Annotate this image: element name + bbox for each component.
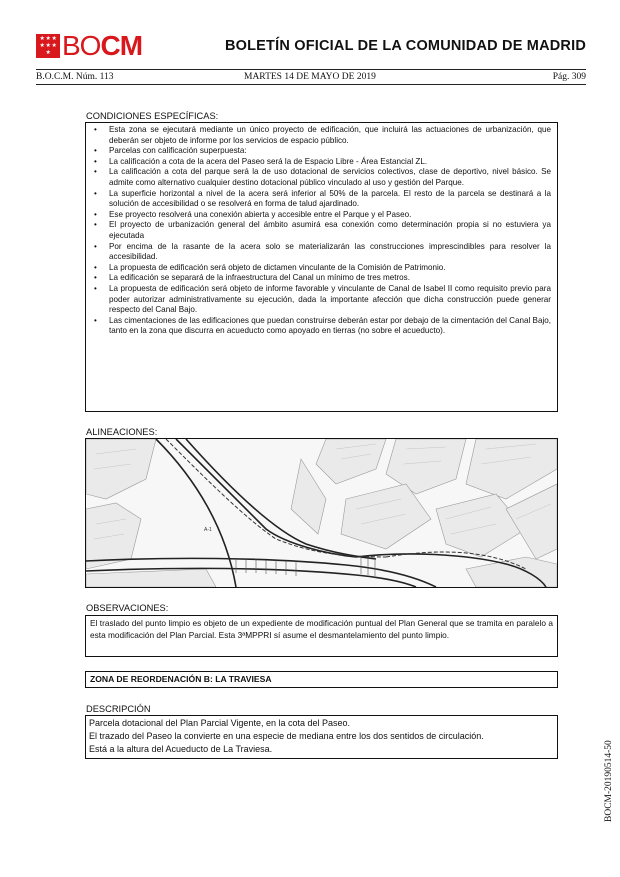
condition-item: • Esta zona se ejecutará mediante un único proyecto de edificación, que incluirá las actuaciones de urbanización, que deberán ser objeto de informe por los servicios de espacio público. — [92, 125, 551, 146]
description-label: DESCRIPCIÓN — [86, 704, 151, 714]
conditions-box — [85, 122, 558, 412]
condition-item: • Ese proyecto resolverá una conexión abierta y accesible entre el Parque y el Paseo. — [92, 210, 551, 221]
condition-item: • La calificación a cota de la acera del Paseo será la de Espacio Libre - Área Estancial ZL. — [92, 157, 551, 168]
comunidad-madrid-stars-icon: ★ ★ ★ ★ ★ ★ ★ — [36, 34, 60, 58]
condition-item: • La propuesta de edificación será objeto de informe favorable y vinculante de Canal de Isabel II como requisito previo para poder autorizar administrativamente su ejecución, dada la importante afección que dicha construcción puede generar respecto del Canal Bajo. — [92, 284, 551, 316]
condition-item: • La calificación a cota del parque será la de uso dotacional de servicios colectivos, clase de deportivo, nivel básico. Se admite como alternativo cualquier destino dotacional público vinculado al uso y gestión del Parque. — [92, 167, 551, 188]
description-box — [85, 715, 558, 759]
observations-box — [85, 615, 558, 657]
publication-title: BOLETÍN OFICIAL DE LA COMUNIDAD DE MADRID — [224, 38, 586, 54]
description-line: El trazado del Paseo la convierte en una especie de mediana entre los dos sentidos de circulación. — [89, 731, 484, 741]
alignments-map — [85, 438, 558, 588]
condition-item: • La superficie horizontal a nivel de la acera será inferior al 50% de la parcela. El resto de la parcela se destinará a la solución de accesibilidad o se resolverá en forma de talud ajardinado. — [92, 189, 551, 210]
conditions-label: CONDICIONES ESPECÍFICAS: — [86, 111, 219, 121]
header-rule-bottom — [36, 84, 586, 85]
header-rule-top — [36, 69, 586, 70]
condition-item: • La edificación se separará de la infraestructura del Canal un mínimo de tres metros. — [92, 273, 551, 284]
alignments-label: ALINEACIONES: — [86, 427, 158, 437]
bocm-logo — [36, 30, 151, 62]
condition-item: • Por encima de la rasante de la acera solo se materializarán las construcciones imprescindibles para resolver la accesibilidad. — [92, 242, 551, 263]
description-text — [86, 716, 557, 757]
conditions-list — [86, 123, 557, 340]
condition-item: • Parcelas con calificación superpuesta: — [92, 146, 551, 157]
plan-tag-a1: A-1 — [204, 527, 212, 533]
observations-label: OBSERVACIONES: — [86, 603, 169, 613]
bocm-reference-code: BOCM-20190514-50 — [604, 740, 614, 822]
alignment-plan-drawing — [86, 439, 557, 587]
description-line: Parcela dotacional del Plan Parcial Vigente, en la cota del Paseo. — [89, 718, 351, 728]
page-number: Pág. 309 — [552, 72, 586, 82]
zone-title: ZONA DE REORDENACIÓN B: LA TRAVIESA — [90, 674, 272, 684]
zone-heading-box — [85, 671, 558, 688]
issue-number: B.O.C.M. Núm. 113 — [36, 72, 114, 82]
description-line: Está a la altura del Acueducto de La Traviesa. — [89, 744, 273, 754]
logo-wordmark: BOCM — [62, 30, 143, 61]
condition-item: • El proyecto de urbanización general del ámbito asumirá esa conexión como determinación propia si no estuviera ya ejecutada — [92, 220, 551, 241]
condition-item: • La propuesta de edificación será objeto de dictamen vinculante de la Comisión de Patrimonio. — [92, 263, 551, 274]
observations-text: El traslado del punto limpio es objeto de un expediente de modificación puntual del Plan General que se tramita en paralelo a esta modificación del Plan Parcial. Esta 3ªMPPRI sí asume el desmantelamiento del punto limpio. — [90, 618, 553, 640]
issue-date: MARTES 14 DE MAYO DE 2019 — [244, 72, 376, 82]
condition-item: • Las cimentaciones de las edificaciones que puedan construirse deberán estar por debajo de la cimentación del Canal Bajo, tanto en la zona que discurra en acueducto como apoyado en tierras (no sobre el acueducto). — [92, 316, 551, 337]
